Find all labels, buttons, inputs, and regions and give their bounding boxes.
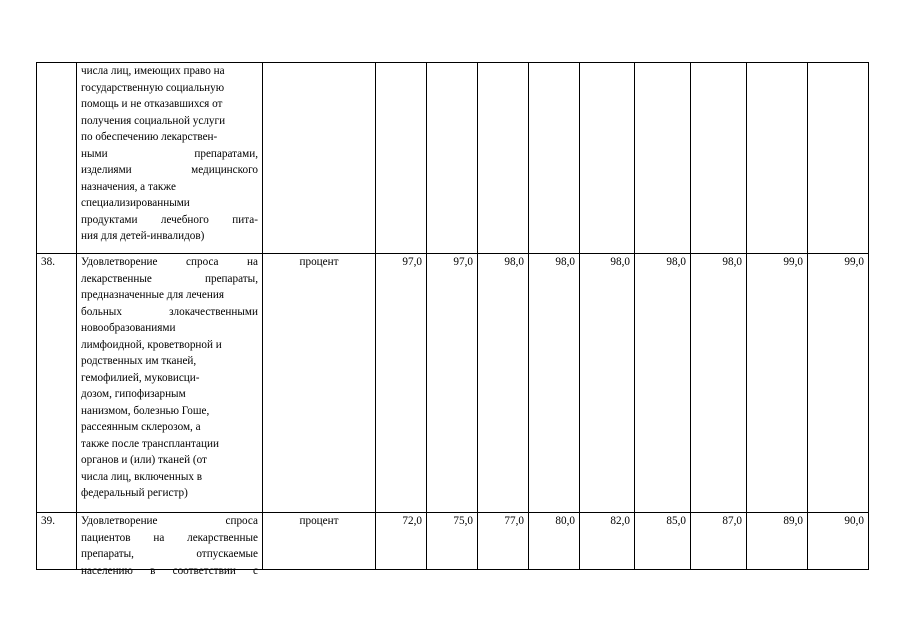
value-cell [691, 63, 747, 254]
name-line: предназначенные для лечения [81, 289, 225, 301]
name-line: гемофилией, муковисци- [81, 371, 200, 384]
value-cell: 97,0 [427, 254, 478, 513]
table-row [37, 513, 869, 570]
name-line: ния для детей-инвалидов) [81, 230, 205, 242]
row-number-cell [37, 63, 77, 254]
name-line: лекарственные препараты, [81, 272, 258, 285]
row-number-cell: 38. [37, 254, 77, 513]
name-line: ными препаратами, [81, 147, 258, 160]
name-line: Удовлетворение спроса на [81, 256, 258, 268]
name-line: лимфоидной, кроветворной и [81, 338, 222, 351]
name-line: числа лиц, включенных в [81, 470, 203, 483]
name-line: помощь и не отказавшихся от [81, 98, 223, 110]
name-line: назначения, а также [81, 180, 176, 193]
value-cell [747, 63, 808, 254]
value-cell: 99,0 [747, 254, 808, 513]
name-line: рассеянным склерозом, а [81, 421, 201, 433]
name-line: изделиями медицинского [81, 164, 258, 176]
unit-cell: процент [263, 513, 376, 570]
name-line: числа лиц, имеющих право на [81, 65, 225, 77]
value-cell: 89,0 [747, 513, 808, 570]
value-cell: 85,0 [635, 513, 691, 570]
value-cell: 87,0 [691, 513, 747, 570]
name-line: новообразованиями [81, 322, 176, 334]
table-row [37, 63, 869, 254]
indicator-name-cell [77, 254, 263, 513]
name-line: дозом, гипофизарным [81, 388, 186, 400]
value-cell [580, 63, 635, 254]
table-row [37, 254, 869, 513]
value-cell [427, 63, 478, 254]
value-cell: 97,0 [376, 254, 427, 513]
indicator-name-cell [77, 63, 263, 254]
value-cell [376, 63, 427, 254]
name-line: органов и (или) тканей (от [81, 454, 207, 466]
value-cell: 98,0 [529, 254, 580, 513]
indicator-name-cell [77, 513, 263, 577]
name-line: получения социальной услуги [81, 114, 226, 127]
value-cell: 99,0 [808, 254, 869, 513]
value-cell: 98,0 [580, 254, 635, 513]
name-line: государственную социальную [81, 81, 225, 94]
value-cell [478, 63, 529, 254]
value-cell [635, 63, 691, 254]
value-cell [808, 63, 869, 254]
name-line: населению в соответствии с [81, 564, 258, 577]
name-line: специализированными [81, 197, 190, 209]
name-line: Удовлетворение спроса [81, 515, 258, 527]
name-line: по обеспечению лекарствен- [81, 131, 218, 143]
unit-cell: процент [263, 254, 376, 513]
value-cell: 72,0 [376, 513, 427, 570]
name-line: препараты, отпускаемые [81, 548, 258, 560]
name-line: родственных им тканей, [81, 355, 197, 367]
name-line: нанизмом, болезнью Гоше, [81, 404, 210, 417]
value-cell: 82,0 [580, 513, 635, 570]
value-cell: 98,0 [635, 254, 691, 513]
name-line: пациентов на лекарственные [81, 531, 258, 544]
value-cell: 80,0 [529, 513, 580, 570]
value-cell: 98,0 [478, 254, 529, 513]
unit-cell [263, 63, 376, 254]
value-cell: 77,0 [478, 513, 529, 570]
name-line: больных злокачественными [81, 305, 258, 318]
value-cell: 98,0 [691, 254, 747, 513]
value-cell: 90,0 [808, 513, 869, 570]
value-cell [529, 63, 580, 254]
name-line: также после трансплантации [81, 437, 219, 450]
row-number-cell: 39. [37, 513, 77, 570]
value-cell: 75,0 [427, 513, 478, 570]
indicators-table [36, 62, 869, 577]
name-line: продуктами лечебного пита- [81, 213, 258, 226]
name-line: федеральный регистр) [81, 487, 188, 499]
